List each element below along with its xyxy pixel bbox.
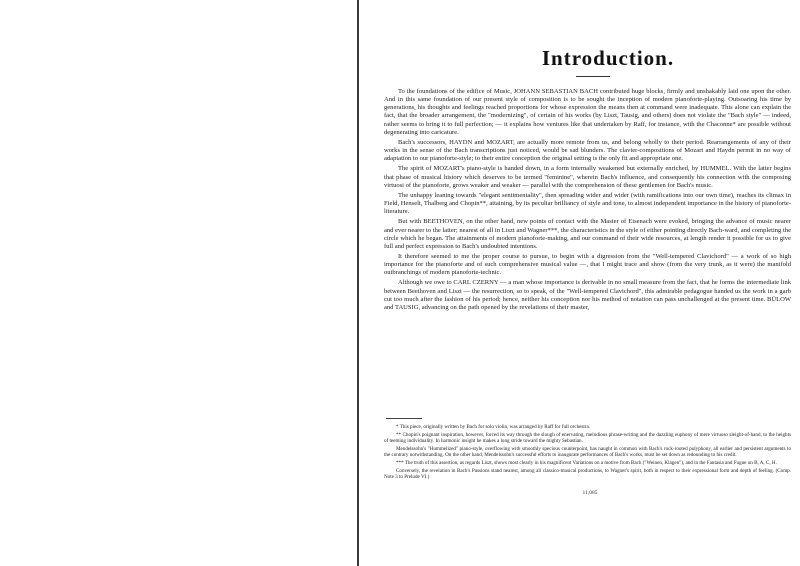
footnotes [384, 424, 791, 482]
document-page [380, 0, 800, 566]
page-binding-edge [357, 0, 359, 566]
body-text [384, 88, 791, 314]
title-divider [576, 76, 610, 77]
footnote: ** Chopin's poignant inspiration, however, forced its way through the slough of enervating, melodious phrase-writing and the dazzling euphony of mere virtuoso sleight-of-hand, to the heights of teeming individuality. In harmonic insight he makes a long stride toward the mighty Sebastian. [384, 431, 791, 445]
footnote: Conversely, the revelation in Bach's Passions stand nearest, among all classico-musical productions, to Wagner's spirit, both in respect to their expressional form and depth of feeling. (Comp. Note 3 to Prelude VI.) [384, 467, 791, 481]
paragraph: To the foundations of the edifice of Music, JOHANN SEBASTIAN BACH contributed huge blocks, firmly and unshakably laid one upon the other. And in this same foundation of our present style of composition is to be sought the inception of modern pianoforte-playing. Outsoaring his time by generations, his thoughts and feelings reached proportions for whose expression the means then at command were inadequate. This alone can explain the fact, that the broader arrangement, the "modernizing", of certain of his works (by Liszt, Tausig, and others) does not violate the "Bach style" — indeed, rather seems to bring it to full perfection; — it explains how ventures like that undertaken by Raff, for instance, with the Chaconne* are possible without degenerating into caricature. [384, 88, 791, 136]
paragraph: Although we owe to CARL CZERNY — a man whose importance is derivable in no small measure from the fact, that he forms the intermediate link between Beethoven and Liszt — the resurrection, so to speak, of the "Well-tempered Clavichord", this admirable pedagogue handed us the work in a garb cut too much after the fashion of his period; hence, neither his conception nor his method of notation can pass unchallenged at the present time. BÜLOW and TAUSIG, advancing on the path opened by the revelations of their master, [384, 279, 791, 311]
paragraph: But with BEETHOVEN, on the other hand, new points of contact with the Master of Eisenach were evoked, bringing the advance of music nearer and ever nearer to the latter; nearest of all in Liszt and Wagner***, the characteristics in the style of either pointing directly Bach-ward, and completing the circle which he began. The attainments of modern pianoforte-making, and our command of their wide resources, at length render it possible for us to give full and perfect expression to Bach's undoubted intentions. [384, 218, 791, 250]
paragraph: It therefore seemed to me the proper course to pursue, to begin with a digression from the "Well-tempered Clavichord" — a work of so high importance for the pianoforte and of such comprehensive musical value —, that I might trace and show (from the very trunk, as it were) the manifold outbranchings of modern pianoforte-technic. [384, 252, 791, 277]
page-title: Introduction. [541, 46, 675, 70]
paragraph: Bach's successors, HAYDN and MOZART, are actually more remote from us, and belong wholly to their period. Rearrangements of any of their works in the sense of the Bach transcriptions just noticed, would be sad blunders. The clavier-compositions of Mozart and Haydn permit in no way of adaptation to our pianoforte-style; to their entire conception the original setting is the only fit and appropriate one. [384, 138, 791, 163]
paragraph: The unhappy leaning towards "elegant sentimentality", then spreading wider and wider (with ramifications into our own time), reaches its climax in Field, Henselt, Thalberg and Chopin**, attaining, by its peculiar brilliancy of style and tone, to almost independent importance in the history of pianoforte-literature. [384, 191, 791, 216]
plate-number: 11,085 [582, 490, 598, 496]
footnote: * This piece, originally written by Bach for solo violin, was arranged by Raff for full orchestra. [396, 424, 591, 430]
footnote-divider [386, 418, 422, 419]
footnote: Mendelssohn's "Hummelized" piano-style, overflowing with smoothly specious counterpoint, has naught in common with Bach's rock-rooted polyphony, all earlier and persistent arguments to the contrary notwithstanding. On the other hand, Mendelssohn's successful efforts to inaugurate performances of Bach's works, must be set down as redounding to his credit. [384, 445, 791, 459]
footnote: *** The truth of this assertion, as regards Liszt, shows most clearly in his magnificent Variations on a motive from Bach ("Weinen, Klagen"), and in the Fantasia and Fugue on B, A, C, H. [396, 459, 777, 466]
paragraph: The spirit of MOZART's piano-style is handed down, in a form internally weakened but externally enriched, by HUMMEL. With the latter begins that phase of musical history which deserves to be termed "feminine", wherein Bach's influence, and consequently his connection with the composing virtuosi of the pianoforte, grows weaker and weaker — parallel with the comprehension of these gentlemen for Bach's music. [384, 165, 791, 189]
